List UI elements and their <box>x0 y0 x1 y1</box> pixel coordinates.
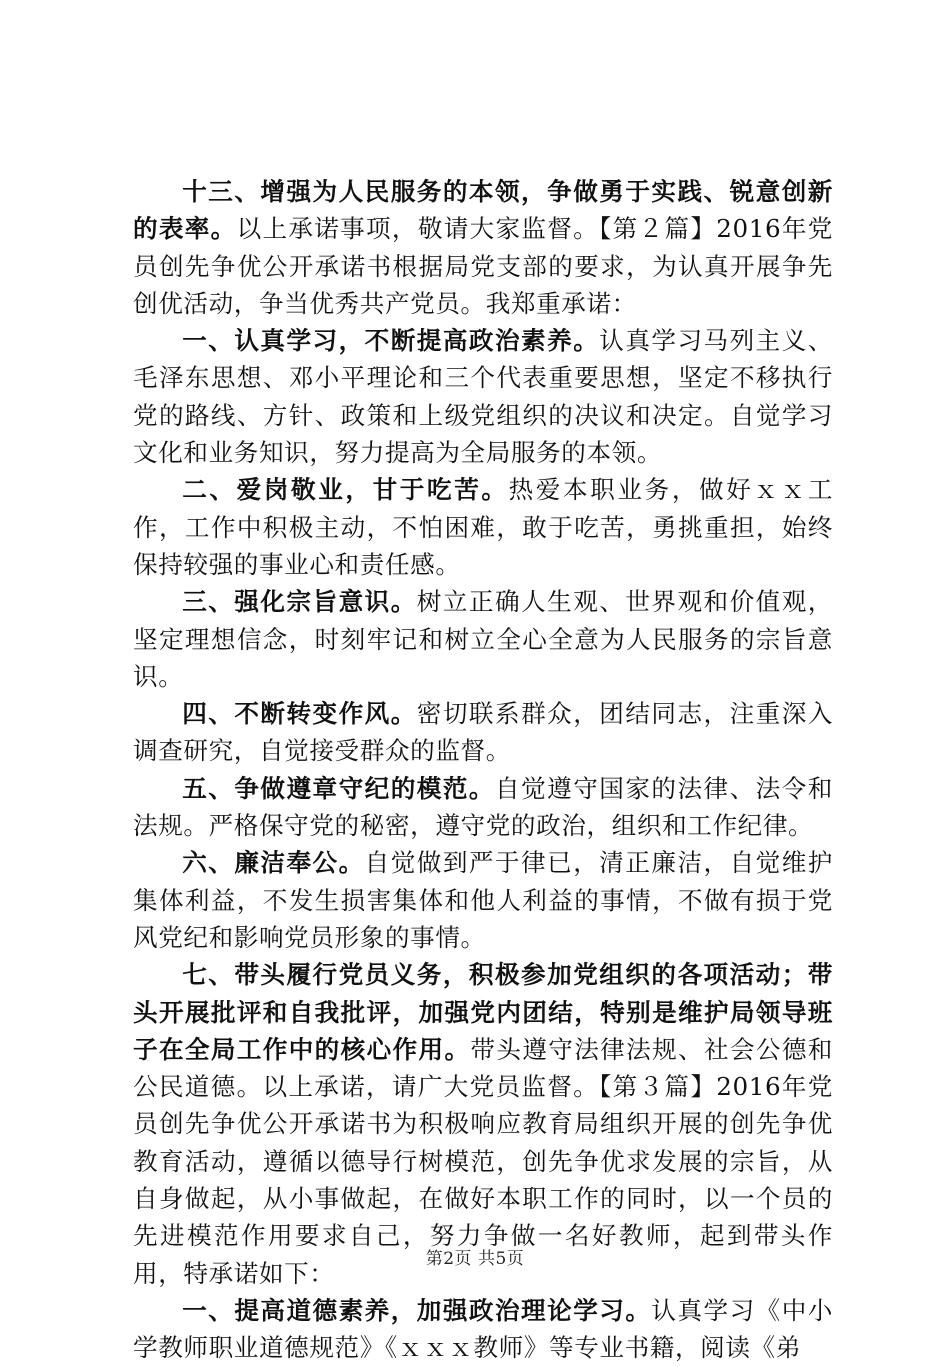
paragraph-7 <box>133 956 833 1292</box>
paragraph-heading: 七、带头履行党员义务，积极参加党组织的各项活动；带头开展批评和自我批评，加强党内团结，特别是维护局领导班子在全局工作中的核心作用。 <box>133 960 833 1064</box>
paragraph-heading: 十三、增强为人民服务的本领，争做勇于实践、锐意创新的表率。 <box>133 177 833 244</box>
document-body <box>133 173 833 1367</box>
paragraph-6 <box>133 844 833 956</box>
paragraph-text: 带头遵守法律法规、社会公德和公民道德。以上承诺，请广大党员监督。【第３篇】2016年党员创先争优公开承诺书为积极响应教育局组织开展的创先争优教育活动，遵循以德导行树模范，创先争优求发展的宗旨，从自身做起，从小事做起，在做好本职工作的同时，以一个员的先进模范作用要求自己，努力争做一名好教师，起到带头作用，特承诺如下： <box>133 1034 833 1288</box>
paragraph-5 <box>133 770 833 845</box>
paragraph-4 <box>133 695 833 770</box>
paragraph-heading: 一、认真学习，不断提高政治素养。 <box>182 326 600 356</box>
page-number-label: 第2页 共5页 <box>425 1249 525 1269</box>
paragraph-heading: 一、提高道德素养，加强政治理论学习。 <box>182 1295 652 1325</box>
paragraph-1 <box>133 322 833 471</box>
paragraph-heading: 五、争做遵章守纪的模范。 <box>182 773 495 803</box>
paragraph-text: 热爱本职业务，做好ｘｘ工作，工作中积极主动，不怕困难，敢于吃苦，勇挑重担，始终保持较强的事业心和责任感。 <box>133 475 834 579</box>
paragraph-text: 自觉做到严于律已，清正廉洁，自觉维护集体利益，不发生损害集体和他人利益的事情，不做有损于党风党纪和影响党员形象的事情。 <box>133 848 833 952</box>
paragraph-13 <box>133 173 833 322</box>
paragraph-text: 以上承诺事项，敬请大家监督。【第２篇】2016年党员创先争优公开承诺书根据局党支部的要求，为认真开展争先创优活动，争当优秀共产党员。我郑重承诺： <box>133 214 833 318</box>
paragraph-8 <box>133 1292 833 1367</box>
paragraph-heading: 二、爱岗敬业，甘于吃苦。 <box>182 475 509 505</box>
paragraph-text: 自觉遵守国家的法律、法令和法规。严格保守党的秘密，遵守党的政治，组织和工作纪律。 <box>133 773 833 841</box>
paragraph-text: 认真学习《中小学教师职业道德规范》《ｘｘｘ教师》等专业书籍，阅读《弟 <box>133 1295 834 1363</box>
paragraph-3 <box>133 583 833 695</box>
page-footer <box>0 1244 950 1269</box>
paragraph-heading: 四、不断转变作风。 <box>182 699 417 729</box>
paragraph-text: 密切联系群众，团结同志，注重深入调查研究，自觉接受群众的监督。 <box>133 699 833 766</box>
paragraph-heading: 三、强化宗旨意识。 <box>182 587 417 617</box>
paragraph-text: 树立正确人生观、世界观和价值观，坚定理想信念，时刻牢记和树立全心全意为人民服务的宗旨意识。 <box>133 587 833 691</box>
paragraph-2 <box>133 471 833 583</box>
paragraph-heading: 六、廉洁奉公。 <box>182 848 365 878</box>
paragraph-text: 认真学习马列主义、毛泽东思想、邓小平理论和三个代表重要思想，坚定不移执行党的路线、方针、政策和上级党组织的决议和决定。自觉学习文化和业务知识，努力提高为全局服务的本领。 <box>133 326 833 468</box>
